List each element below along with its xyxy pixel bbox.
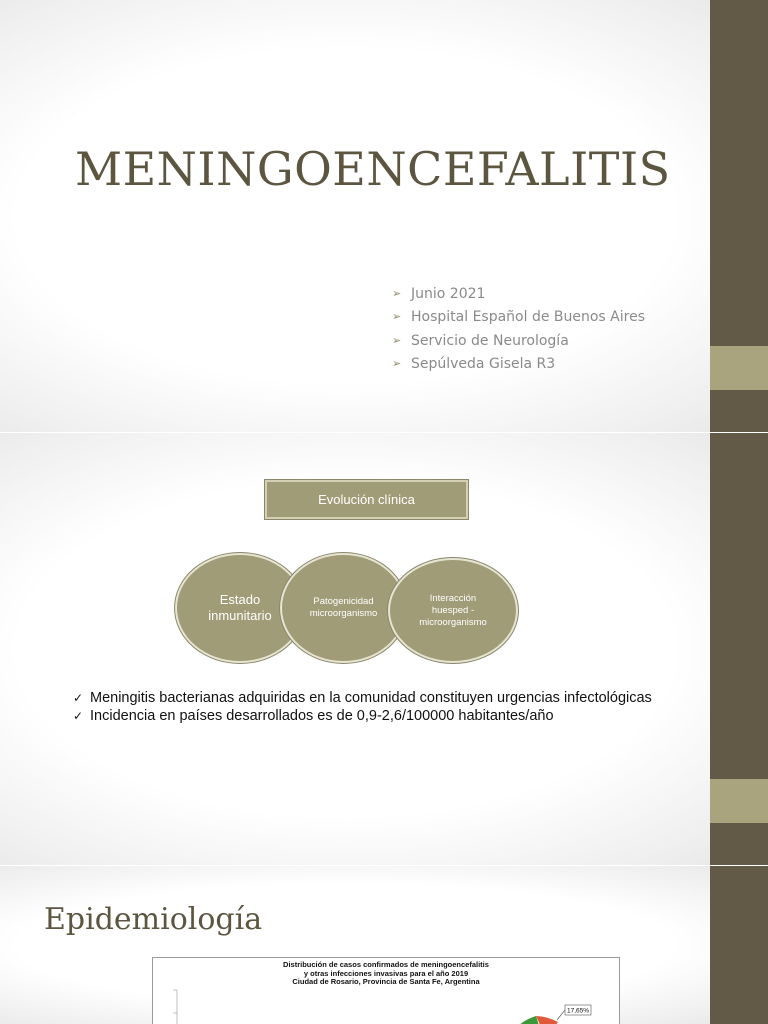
subtitle-list	[392, 282, 645, 376]
clinical-evolution-slide	[0, 433, 768, 865]
evolution-heading-box: Evolución clínica	[265, 480, 468, 519]
pie-label: 17,65%	[566, 1007, 590, 1015]
subtitle-item: ➢ Hospital Español de Buenos Aires	[392, 309, 646, 326]
presentation-title: MENINGOENCEFALITIS	[75, 142, 671, 196]
subtitle-item: ➢ Sepúlveda Gisela R3	[392, 356, 556, 373]
arrow-bullet-icon: ➢	[392, 310, 402, 324]
title-slide	[0, 0, 768, 432]
right-decor-bar	[710, 866, 768, 1024]
circle-pathogenicity: Patogenicidad microorganismo	[280, 553, 407, 663]
distribution-chart	[152, 957, 620, 1024]
epidemiology-title: Epidemiología	[44, 902, 263, 937]
arrow-bullet-icon: ➢	[392, 357, 402, 371]
arrow-bullet-icon: ➢	[392, 333, 402, 347]
pie-leader-line	[557, 1010, 565, 1020]
subtitle-item: ➢ Junio 2021	[392, 285, 486, 302]
right-accent-block	[710, 346, 768, 390]
right-accent-block	[710, 779, 768, 823]
arrow-bullet-icon: ➢	[392, 286, 402, 300]
checkmark-icon: ✓	[73, 691, 84, 705]
circle-immune-state: Estado inmunitario	[175, 553, 305, 663]
chart-title: Distribución de casos confirmados de meningoencefalitis y otras infecciones invasivas para el año 2019 Ciudad de Rosario, Provincia de Santa Fe, Argentina	[283, 960, 489, 986]
subtitle-item: ➢ Servicio de Neurología	[392, 332, 569, 349]
check-item: ✓ Meningitis bacterianas adquiridas en la comunidad constituyen urgencias infectológicas	[73, 690, 652, 706]
circle-host-interaction: Interacción huesped - microorganismo	[388, 558, 518, 663]
check-item: ✓ Incidencia en países desarrollados es de 0,9-2,6/100000 habitantes/año	[73, 708, 554, 724]
pie-slice-red	[536, 1016, 558, 1024]
check-bullet-list	[73, 689, 652, 725]
epidemiology-slide	[0, 866, 768, 1024]
chart-graphic	[153, 958, 620, 1024]
checkmark-icon: ✓	[73, 709, 84, 723]
